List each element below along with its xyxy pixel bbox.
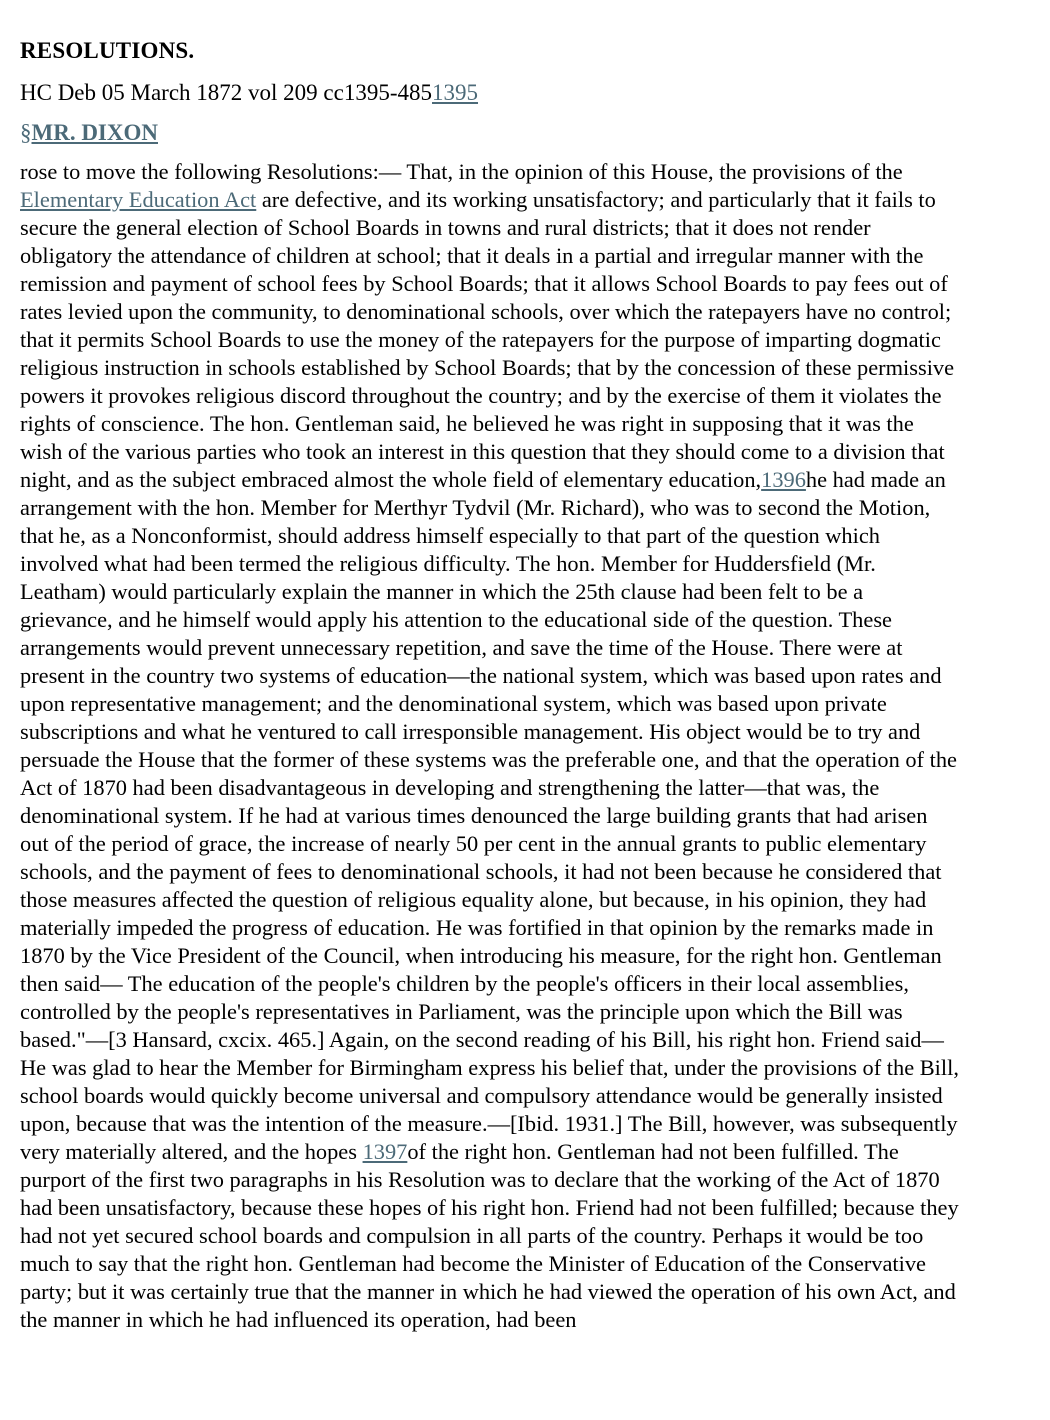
column-link-1397[interactable]: 1397	[362, 1139, 408, 1164]
elementary-education-act-link[interactable]: Elementary Education Act	[20, 187, 257, 212]
page-title: RESOLUTIONS.	[20, 38, 195, 63]
column-link-1396[interactable]: 1396	[761, 467, 806, 492]
column-link-1395[interactable]: 1395	[432, 80, 479, 105]
citation	[20, 78, 960, 108]
section-mark: §	[20, 120, 32, 145]
speech-text-4: of the right hon. Gentleman had not been fulfilled. The purport of the first two paragraphs in his Resolution was to declare that the working of the Act of 1870 had been unsatisfactory, because these hopes of his right hon. Friend had not been fulfilled; because they had not yet secured school boards and compulsion in all parts of the country. Perhaps it would be too much to say that the right hon. Gentleman had become the Minister of Education of the Conservative party; but it was certainly true that the manner in which he had viewed the operation of his own Act, and the manner in which he had influenced its operation, had been	[20, 1139, 959, 1332]
speech-text-1: rose to move the following Resolutions:— That, in the opinion of this House, the provisions of the	[20, 159, 903, 184]
speech-text-3: he had made an arrangement with the hon. Member for Merthyr Tydvil (Mr. Richard), who was to second the Motion, that he, as a Nonconformist, should address himself especially to that part of the question which involved what had been termed the religious difficulty. The hon. Member for Huddersfield (Mr. Leatham) would particularly explain the manner in which the 25th clause had been felt to be a grievance, and he himself would apply his attention to the educational side of the question. These arrangements would prevent unnecessary repetition, and save the time of the House. There were at present in the country two systems of education—the national system, which was based upon rates and upon representative management; and the denominational system, which was based upon private subscriptions and what he ventured to call irresponsible management. His object would be to try and persuade the House that the former of these systems was the preferable one, and that the operation of the Act of 1870 had been disadvantageous in developing and strengthening the latter—that was, the denominational system. If he had at various times denounced the large building grants that had arisen out of the period of grace, the increase of nearly 50 per cent in the annual grants to public elementary schools, and the payment of fees to denominational schools, it had not been because he considered that those measures affected the question of religious equality alone, but because, in his opinion, they had materially impeded the progress of education. He was fortified in that opinion by the remarks made in 1870 by the Vice President of the Council, when introducing his measure, for the right hon. Gentleman then said— The education of the people's children by the people's officers in their local assemblies, controlled by the people's representatives in Parliament, was the principle upon which the Bill was based."—[3 Hansard, cxcix. 465.] Again, on the second reading of his Bill, his right hon. Friend said— He was glad to hear the Member for Birmingham express his belief that, under the provisions of the Bill, school boards would quickly become universal and compulsory attendance would be generally insisted upon, because that was the intention of the measure.—[Ibid. 1931.] The Bill, however, was subsequently very materially altered, and the hopes	[20, 467, 959, 1164]
speaker-link[interactable]: MR. DIXON	[31, 120, 158, 145]
citation-text: HC Deb 05 March 1872 vol 209 cc1395-485	[20, 80, 433, 105]
speaker-heading	[20, 118, 960, 148]
speech-text-2: are defective, and its working unsatisfactory; and particularly that it fails to secure the general election of School Boards in towns and rural districts; that it does not render obligatory the attendance of children at school; that it deals in a partial and irregular manner with the remission and payment of school fees by School Boards; that it allows School Boards to pay fees out of rates levied upon the community, to denominational schools, over which the ratepayers have no control; that it permits School Boards to use the money of the ratepayers for the purpose of imparting dogmatic religious instruction in schools established by School Boards; that by the concession of these permissive powers it provokes religious discord throughout the country; and by the exercise of them it violates the rights of conscience. The hon. Gentleman said, he believed he was right in supposing that it was the wish of the various parties who took an interest in this question that they should come to a division that night, and as the subject embraced almost the whole field of elementary education,	[20, 187, 955, 492]
speech-paragraph	[20, 158, 960, 1334]
